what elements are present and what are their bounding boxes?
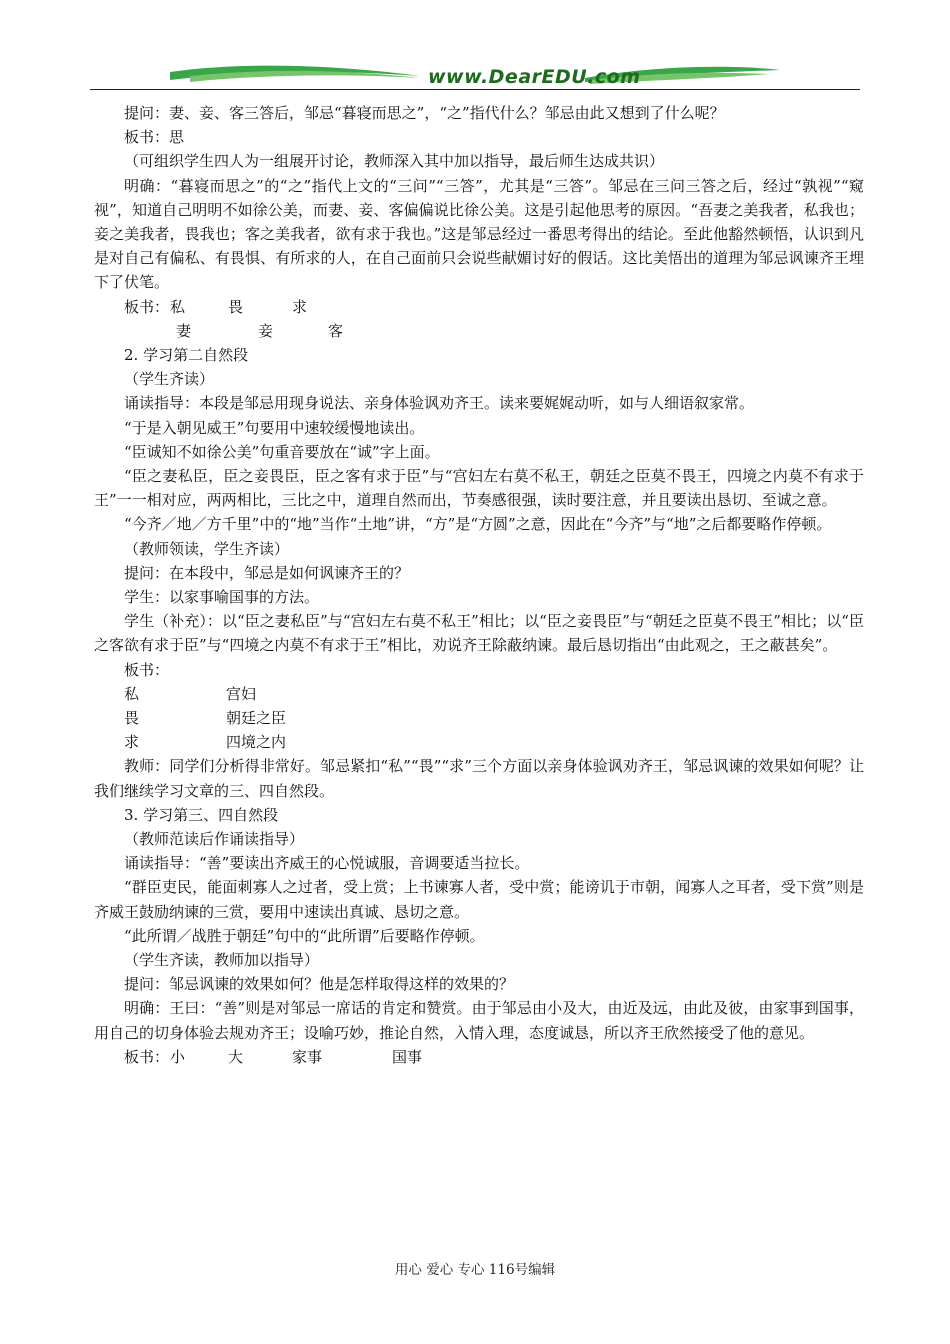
board-label: 板书： xyxy=(124,660,170,679)
board-item: 妾 xyxy=(258,321,274,340)
paragraph: “于是入朝见威王”句要用中速较缓慢地读出。 xyxy=(124,418,425,437)
board-label: 板书： xyxy=(124,297,170,316)
paragraph: 板书：思 xyxy=(124,128,185,147)
board-item: 宫妇 xyxy=(226,684,257,703)
paragraph: 明确：王曰：“善”则是对邹忌一席话的肯定和赞赏。由于邹忌由小及大，由近及远，由此及彼，由家事到国事，用自己的切身体验去规劝齐王；设喻巧妙，推论自然，入情入理，态度诚恳，所以齐王欣然接受了他的意见。 xyxy=(94,999,864,1042)
document-body xyxy=(94,101,864,1069)
board-label: 板书： xyxy=(124,1047,170,1066)
board-row xyxy=(94,706,864,730)
paragraph: “此所谓／战胜于朝廷”句中的“此所谓”后要略作停顿。 xyxy=(124,926,485,945)
paragraph: （学生齐读，教师加以指导） xyxy=(124,951,320,970)
board-item: 私 xyxy=(170,297,186,316)
board-item: 求 xyxy=(124,733,140,752)
paragraph: 学生（补充）：以“臣之妻私臣”与“宫妇左右莫不私王”相比；以“臣之妾畏臣”与“朝廷之臣莫不畏王”相比；以“臣之客欲有求于臣”与“四境之内莫不有求于王”相比，劝说齐王除蔽纳谏。最后恳切指出“由此观之，王之蔽甚矣”。 xyxy=(94,612,864,655)
board-row xyxy=(94,730,864,754)
section-heading: 2. 学习第二自然段 xyxy=(124,346,249,364)
paragraph: （可组织学生四人为一组展开讨论，教师深入其中加以指导，最后师生达成共识） xyxy=(124,152,665,171)
board-item: 大 xyxy=(228,1047,244,1066)
paragraph: 学生：以家事喻国事的方法。 xyxy=(124,588,320,607)
board-item: 朝廷之臣 xyxy=(226,709,287,728)
board-item: 国事 xyxy=(392,1047,423,1066)
paragraph: 教师：同学们分析得非常好。邹忌紧扣“私”“畏”“求”三个方面以亲身体验讽劝齐王，邹忌讽谏的效果如何呢？让我们继续学习文章的三、四自然段。 xyxy=(94,757,864,800)
header-rule xyxy=(90,89,860,90)
paragraph: 诵读指导：“善”要读出齐威王的心悦诚服，音调要适当拉长。 xyxy=(124,854,530,873)
board-row xyxy=(94,295,864,319)
paragraph: （学生齐读） xyxy=(124,370,215,389)
paragraph: 提问：邹忌讽谏的效果如何？他是怎样取得这样的效果的？ xyxy=(124,975,515,994)
board-row xyxy=(94,319,864,343)
board-item: 家事 xyxy=(292,1047,323,1066)
paragraph: “臣诚知不如徐公美”句重音要放在“诚”字上面。 xyxy=(124,442,440,461)
page-footer: 用心 爱心 专心 116号编辑 xyxy=(394,1262,556,1278)
paragraph: （教师范读后作诵读指导） xyxy=(124,830,305,849)
paragraph: 诵读指导：本段是邹忌用现身说法、亲身体验讽劝齐王。读来要娓娓动听，如与人细语叙家常。 xyxy=(124,394,755,413)
site-logo[interactable]: www.DearEDU.com xyxy=(428,66,641,88)
page-header xyxy=(90,56,860,92)
board-item: 畏 xyxy=(228,297,244,316)
board-item: 私 xyxy=(124,684,140,703)
board-item: 畏 xyxy=(124,709,140,728)
paragraph: “今齐／地／方千里”中的“地”当作“土地”讲，“方”是“方圆”之意，因此在“今齐”与“地”之后都要略作停顿。 xyxy=(124,515,832,534)
paragraph: 明确：“暮寝而思之”的“之”指代上文的“三问”“三答”，尤其是“三答”。邹忌在三问三答之后，经过“孰视”“窥视”，知道自己明明不如徐公美，而妻、妾、客偏偏说比徐公美。这是引起他思考的原因。“吾妻之美我者，私我也；妾之美我者，畏我也；客之美我者，欲有求于我也。”这是邹忌经过一番思考得出的结论。至此他豁然顿悟，认识到凡是对自己有偏私、有畏惧、有所求的人，在自己面前只会说些献媚讨好的假话。这比美悟出的道理为邹忌讽谏齐王埋下了伏笔。 xyxy=(94,176,864,292)
paragraph: 提问：妻、妾、客三答后，邹忌“暮寝而思之”，“之”指代什么？邹忌由此又想到了什么呢？ xyxy=(124,104,725,122)
paragraph: “群臣吏民，能面刺寡人之过者，受上赏；上书谏寡人者，受中赏；能谤讥于市朝，闻寡人之耳者，受下赏”则是齐威王鼓励纳谏的三赏，要用中速读出真诚、恳切之意。 xyxy=(94,878,864,921)
paragraph: 提问：在本段中，邹忌是如何讽谏齐王的？ xyxy=(124,563,410,582)
section-heading: 3. 学习第三、四自然段 xyxy=(124,805,279,824)
paragraph: “臣之妻私臣，臣之妾畏臣，臣之客有求于臣”与“宫妇左右莫不私王，朝廷之臣莫不畏王，四境之内莫不有求于王”一一相对应，两两相比，三比之中，道理自然而出，节奏感很强，读时要注意，并且要读出恳切、至诚之意。 xyxy=(94,467,864,510)
board-item: 客 xyxy=(328,321,344,340)
board-item: 妻 xyxy=(176,321,192,340)
board-row xyxy=(94,1045,864,1069)
paragraph: （教师领读，学生齐读） xyxy=(124,539,290,558)
board-item: 小 xyxy=(170,1047,186,1066)
board-item: 求 xyxy=(292,297,308,316)
board-item: 四境之内 xyxy=(226,733,287,752)
board-row xyxy=(94,682,864,706)
